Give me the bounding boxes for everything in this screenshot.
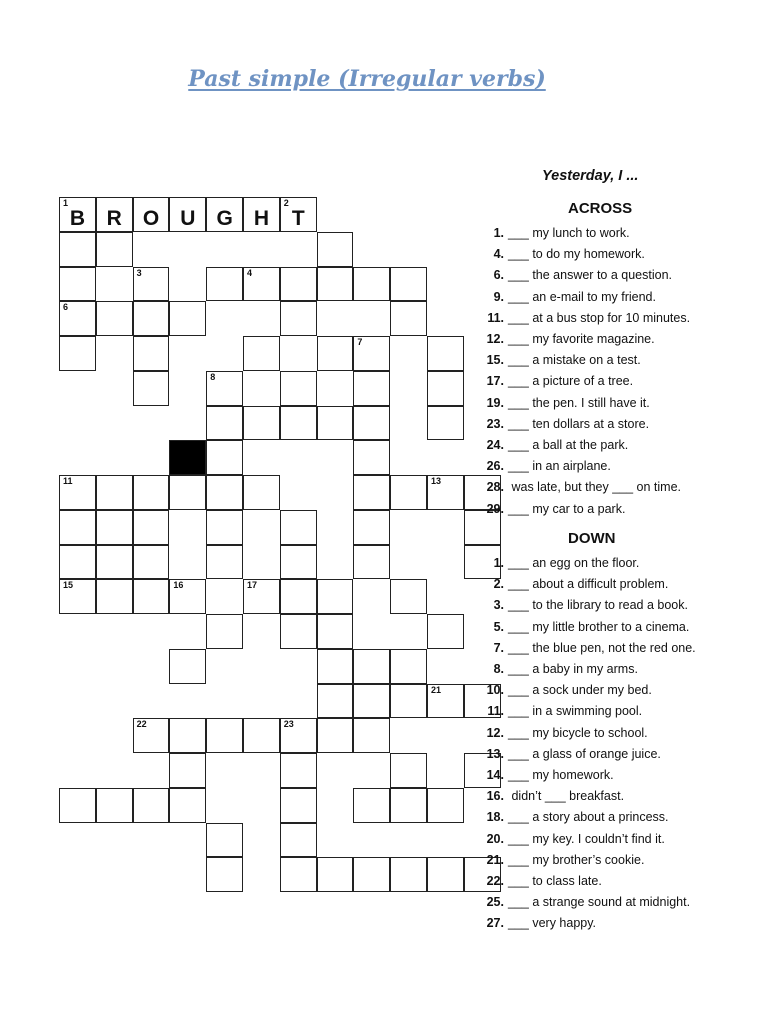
clue-text: ___ about a difficult problem. [508, 577, 669, 592]
crossword-cell[interactable] [427, 371, 464, 406]
crossword-cell[interactable] [59, 232, 96, 267]
clue-number-label: 2. [493, 577, 504, 592]
crossword-cell[interactable] [280, 753, 317, 788]
worksheet-title: Past simple (Irregular verbs) [188, 66, 546, 92]
crossword-cell[interactable] [96, 232, 133, 267]
clue-number-label: 28. [486, 480, 504, 495]
crossword-cell[interactable] [280, 614, 317, 649]
crossword-cell[interactable] [353, 684, 390, 719]
crossword-cell[interactable] [280, 718, 317, 753]
clue-number-label: 5. [493, 619, 504, 634]
down-clue [480, 662, 638, 676]
crossword-cell[interactable] [59, 475, 96, 510]
cell-letter: O [142, 206, 160, 230]
down-clue [480, 916, 596, 930]
crossword-cell[interactable] [280, 788, 317, 823]
clue-number: 1 [63, 198, 69, 208]
crossword-cell[interactable] [96, 545, 133, 580]
crossword-cell[interactable] [169, 197, 206, 232]
clue-number-label: 8. [493, 662, 504, 676]
down-clue [480, 853, 644, 867]
clue-text: ___ the pen. I still have it. [508, 395, 650, 410]
crossword-cell[interactable] [206, 371, 243, 406]
down-clue [480, 577, 668, 591]
across-clue [480, 480, 681, 494]
crossword-cell[interactable] [280, 579, 317, 614]
clue-number: 11 [63, 476, 73, 486]
crossword-cell[interactable] [96, 475, 133, 510]
clue-number-label: 24. [486, 438, 504, 452]
down-clue [480, 874, 602, 888]
across-clue [480, 332, 655, 346]
crossword-cell[interactable] [133, 579, 170, 614]
clue-text: ___ ten dollars at a store. [508, 416, 650, 431]
crossword-cell[interactable] [317, 857, 354, 892]
clues-subtitle: Yesterday, I ... [542, 168, 639, 184]
clue-number-label: 1. [493, 556, 504, 570]
clue-number-label: 20. [486, 831, 504, 846]
crossword-cell[interactable] [353, 788, 390, 823]
crossword-cell[interactable] [317, 232, 354, 267]
clue-text: was late, but they ___ on time. [508, 480, 682, 495]
crossword-cell[interactable] [390, 788, 427, 823]
clue-text: ___ a sock under my bed. [508, 683, 652, 698]
crossword-cell[interactable] [427, 788, 464, 823]
across-clue [480, 247, 645, 261]
crossword-cell[interactable] [243, 718, 280, 753]
down-heading: DOWN [568, 530, 616, 547]
crossword-cell[interactable] [243, 267, 280, 302]
clue-number: 2 [283, 198, 289, 208]
clue-text: ___ a picture of a tree. [508, 374, 634, 389]
clue-text: ___ at a bus stop for 10 minutes. [508, 310, 691, 325]
crossword-cell[interactable] [206, 406, 243, 441]
down-clue [480, 641, 696, 655]
down-clue [480, 726, 648, 740]
clue-number: 8 [210, 371, 216, 382]
crossword-cell[interactable] [169, 579, 206, 614]
crossword-cell[interactable] [133, 301, 170, 336]
down-clue [480, 832, 665, 846]
crossword-cell[interactable] [353, 718, 390, 753]
crossword-cell[interactable] [280, 301, 317, 336]
clue-text: ___ very happy. [508, 916, 597, 931]
clue-text: ___ a ball at the park. [508, 438, 629, 452]
crossword-cell[interactable] [133, 718, 170, 753]
crossword-cell[interactable] [59, 197, 96, 232]
clue-text: ___ the answer to a question. [508, 268, 673, 283]
crossword-cell[interactable] [317, 267, 354, 302]
down-clue [480, 789, 624, 803]
crossword-cell[interactable] [353, 649, 390, 684]
crossword-cell[interactable] [96, 579, 133, 614]
clue-number: 17 [247, 580, 258, 591]
crossword-cell[interactable] [243, 475, 280, 510]
down-clue [480, 598, 688, 612]
across-clue [480, 353, 641, 367]
clue-number-label: 11. [487, 704, 504, 719]
crossword-cell[interactable] [353, 440, 390, 475]
crossword-cell[interactable] [59, 510, 96, 545]
down-clue [480, 747, 661, 761]
crossword-cell[interactable] [59, 301, 96, 336]
crossword-cell[interactable] [133, 336, 170, 371]
clue-text: ___ a mistake on a test. [508, 353, 641, 368]
crossword-cell[interactable] [206, 614, 243, 649]
clue-text: didn’t ___ breakfast. [508, 789, 625, 804]
clue-text: ___ to the library to read a book. [508, 598, 688, 613]
crossword-cell[interactable] [133, 475, 170, 510]
crossword-cell[interactable] [243, 406, 280, 441]
crossword-cell[interactable] [133, 371, 170, 406]
crossword-cell[interactable] [169, 753, 206, 788]
crossword-cell[interactable] [353, 475, 390, 510]
clue-number: 4 [247, 267, 253, 278]
crossword-cell[interactable] [390, 475, 427, 510]
across-clue [480, 268, 672, 282]
crossword-cell[interactable] [96, 788, 133, 823]
crossword-cell[interactable] [169, 718, 206, 753]
crossword-cell[interactable] [206, 510, 243, 545]
clue-number-label: 26. [486, 459, 504, 474]
clue-number-label: 14. [486, 768, 504, 782]
crossword-cell[interactable] [206, 440, 243, 475]
clue-number-label: 23. [486, 416, 504, 431]
cell-letter: B [69, 206, 86, 230]
across-clue [480, 417, 649, 431]
clue-number-label: 10. [486, 683, 504, 698]
clue-text: ___ in an airplane. [508, 459, 611, 474]
crossword-cell[interactable] [427, 857, 464, 892]
down-clue [480, 768, 614, 782]
crossword-cell[interactable] [206, 545, 243, 580]
clue-number-label: 29. [486, 501, 504, 516]
crossword-cell[interactable] [353, 336, 390, 371]
crossword-cell[interactable] [353, 510, 390, 545]
across-clue [480, 438, 628, 452]
crossword-cell[interactable] [206, 475, 243, 510]
across-clue [480, 502, 625, 516]
crossword-cell[interactable] [280, 406, 317, 441]
clue-text: ___ a story about a princess. [508, 810, 669, 825]
clue-number-label: 27. [486, 916, 504, 931]
crossword-cell[interactable] [390, 579, 427, 614]
crossword-cell[interactable] [280, 545, 317, 580]
clue-text: ___ a strange sound at midnight. [508, 895, 691, 910]
clue-number: 6 [63, 302, 69, 313]
crossword-cell[interactable] [317, 406, 354, 441]
crossword-cell[interactable] [96, 301, 133, 336]
crossword-cell[interactable] [427, 684, 464, 719]
crossword-cell[interactable] [206, 197, 243, 232]
clue-text: ___ to do my homework. [508, 247, 645, 262]
clue-number-label: 22. [486, 874, 504, 888]
clue-number: 3 [136, 267, 142, 278]
clue-number: 16 [173, 580, 184, 591]
crossword-cell[interactable] [317, 718, 354, 753]
clue-number-label: 13. [486, 746, 504, 761]
crossword-cell[interactable] [317, 579, 354, 614]
crossword-cell[interactable] [243, 197, 280, 232]
down-clue [480, 895, 690, 909]
crossword-cell[interactable] [206, 857, 243, 892]
clue-number-label: 6. [493, 268, 504, 283]
across-clue [480, 290, 656, 304]
clue-text: ___ the blue pen, not the red one. [508, 640, 696, 655]
clue-number-label: 9. [493, 289, 504, 304]
clue-text: ___ a glass of orange juice. [508, 746, 661, 761]
clue-text: ___ my brother’s cookie. [508, 852, 645, 867]
crossword-cell[interactable] [280, 267, 317, 302]
crossword-cell[interactable] [59, 579, 96, 614]
cell-letter: T [291, 206, 305, 230]
crossword-cell[interactable] [59, 336, 96, 371]
down-clue [480, 620, 689, 634]
crossword-cell[interactable] [206, 718, 243, 753]
crossword-cell[interactable] [390, 753, 427, 788]
crossword-cell[interactable] [206, 823, 243, 858]
crossword-cell[interactable] [390, 301, 427, 336]
across-clue [480, 459, 611, 473]
clue-number-label: 25. [486, 895, 504, 910]
clue-text: ___ my favorite magazine. [508, 332, 655, 346]
crossword-cell[interactable] [59, 788, 96, 823]
clue-number-label: 4. [493, 247, 504, 262]
crossword-cell[interactable] [427, 614, 464, 649]
crossword-cell[interactable] [317, 336, 354, 371]
clue-text: ___ an e-mail to my friend. [508, 289, 656, 304]
crossword-cell[interactable] [59, 545, 96, 580]
crossword-cell[interactable] [390, 267, 427, 302]
down-clue [480, 810, 669, 824]
clue-text: ___ my car to a park. [508, 501, 626, 516]
crossword-cell[interactable] [353, 857, 390, 892]
cell-letter: R [106, 206, 122, 230]
crossword-cell[interactable] [280, 823, 317, 858]
across-clue [480, 374, 633, 388]
cell-letter: G [216, 206, 233, 230]
clue-number-label: 7. [493, 640, 504, 655]
clue-number-label: 3. [493, 598, 504, 613]
clue-text: ___ my key. I couldn’t find it. [508, 831, 665, 846]
clue-number-label: 11. [487, 310, 504, 325]
crossword-cell[interactable] [96, 197, 133, 232]
crossword-cell[interactable] [169, 649, 206, 684]
crossword-cell[interactable] [133, 545, 170, 580]
clue-number-label: 1. [493, 226, 504, 240]
clue-number: 22 [136, 719, 147, 730]
clue-number-label: 17. [486, 374, 504, 389]
crossword-cell[interactable] [206, 267, 243, 302]
crossword-cell[interactable] [280, 197, 317, 232]
down-clue [480, 683, 652, 697]
down-clue [480, 704, 642, 718]
clue-number: 15 [63, 580, 74, 591]
clue-text: ___ in a swimming pool. [508, 704, 643, 719]
crossword-cell[interactable] [169, 301, 206, 336]
clue-number: 21 [431, 684, 442, 695]
clue-text: ___ my little brother to a cinema. [508, 619, 690, 634]
clue-text: ___ my bicycle to school. [508, 725, 648, 740]
across-clue [480, 396, 650, 410]
clue-text: ___ an egg on the floor. [508, 556, 640, 570]
down-clue [480, 556, 639, 570]
clue-number-label: 21. [486, 852, 504, 867]
crossword-cell[interactable] [133, 197, 170, 232]
clue-number-label: 19. [486, 395, 504, 410]
clue-number-label: 12. [486, 332, 504, 346]
crossword-cell[interactable] [280, 371, 317, 406]
crossword-cell[interactable] [390, 684, 427, 719]
clue-number: 13 [431, 476, 442, 486]
crossword-cell[interactable] [427, 336, 464, 371]
across-heading: ACROSS [568, 200, 633, 217]
crossword-cell[interactable] [353, 406, 390, 441]
crossword-cell[interactable] [427, 475, 464, 510]
crossword-block [169, 440, 206, 475]
clue-text: ___ my lunch to work. [508, 226, 630, 240]
across-clue [480, 311, 690, 325]
clue-text: ___ to class late. [508, 874, 602, 888]
crossword-cell[interactable] [390, 649, 427, 684]
clue-number-label: 12. [486, 725, 504, 740]
clue-number: 23 [283, 719, 294, 730]
crossword-cell[interactable] [390, 857, 427, 892]
crossword-cell[interactable] [169, 788, 206, 823]
crossword-cell[interactable] [133, 788, 170, 823]
crossword-cell[interactable] [243, 579, 280, 614]
cell-letter: H [253, 206, 270, 230]
crossword-cell[interactable] [317, 649, 354, 684]
crossword-cell[interactable] [317, 614, 354, 649]
clue-number: 7 [357, 337, 363, 347]
crossword-cell[interactable] [133, 267, 170, 302]
crossword-cell[interactable] [96, 510, 133, 545]
crossword-cell[interactable] [280, 510, 317, 545]
across-clue [480, 226, 630, 240]
crossword-cell[interactable] [353, 267, 390, 302]
clue-number-label: 18. [486, 810, 504, 825]
clue-text: ___ a baby in my arms. [508, 662, 638, 676]
crossword-cell[interactable] [280, 857, 317, 892]
crossword-cell[interactable] [353, 545, 390, 580]
cell-letter: U [180, 206, 196, 230]
clue-number-label: 16. [486, 789, 504, 804]
crossword-cell[interactable] [353, 371, 390, 406]
crossword-cell[interactable] [169, 475, 206, 510]
clue-number-label: 15. [486, 353, 504, 368]
clue-text: ___ my homework. [508, 768, 614, 782]
crossword-cell[interactable] [59, 267, 96, 302]
crossword-cell[interactable] [133, 510, 170, 545]
crossword-cell[interactable] [427, 406, 464, 441]
crossword-cell[interactable] [243, 336, 280, 371]
crossword-cell[interactable] [317, 684, 354, 719]
